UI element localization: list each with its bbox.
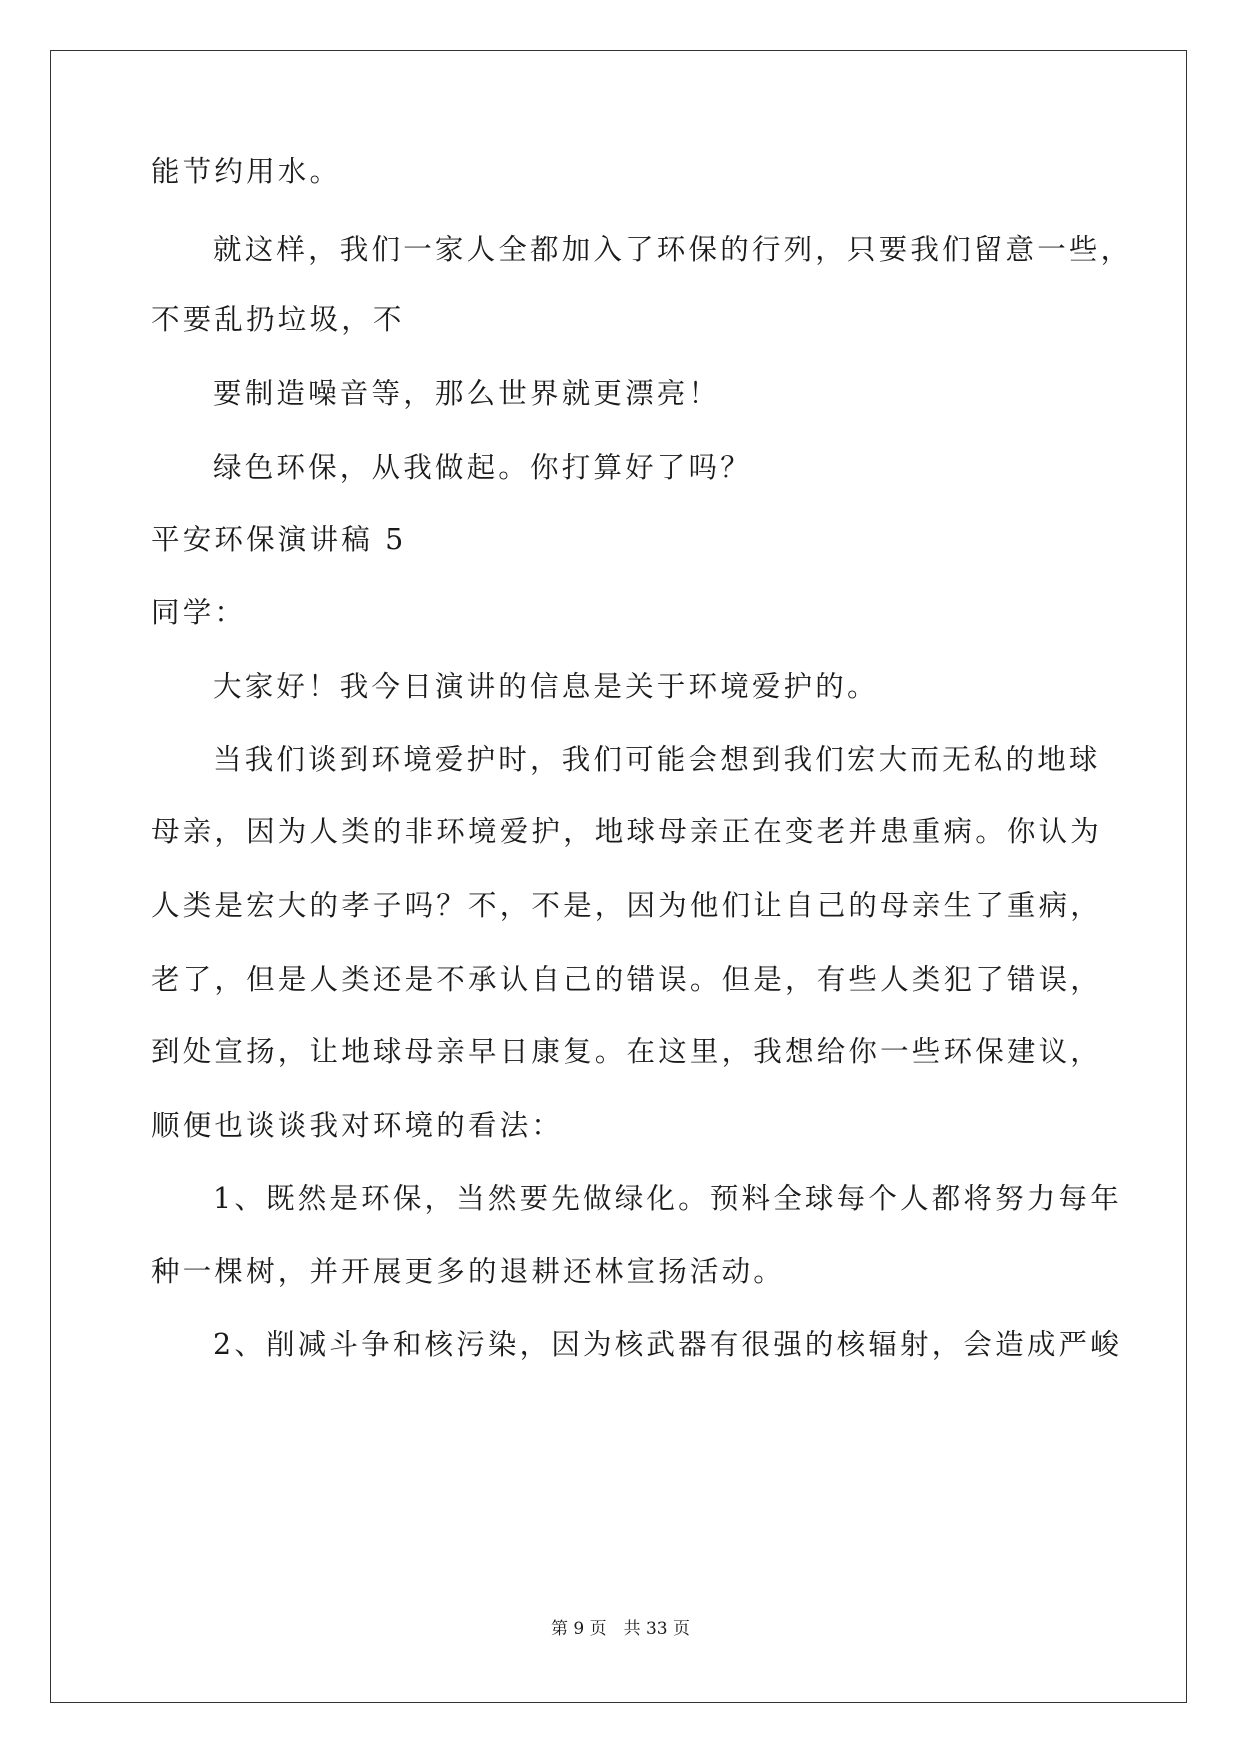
list-item-line: 种一棵树，并开展更多的退耕还林宣扬活动。 [151, 1255, 786, 1288]
salutation: 同学： [151, 596, 247, 629]
list-item-line: 2、削减斗争和核污染，因为核武器有很强的核辐射，会造成严峻 [213, 1328, 1122, 1361]
text-line: 顺便也谈谈我对环境的看法： [151, 1109, 564, 1142]
page-border [50, 50, 1187, 1703]
text-line: 到处宣扬，让地球母亲早日康复。在这里，我想给你一些环保建议， [151, 1035, 1103, 1068]
text-line: 老了，但是人类还是不承认自己的错误。但是，有些人类犯了错误， [151, 963, 1103, 996]
text-line: 能节约用水。 [151, 155, 342, 188]
list-item-line: 1、既然是环保，当然要先做绿化。预料全球每个人都将努力每年 [213, 1182, 1122, 1215]
text-line: 人类是宏大的孝子吗？不，不是，因为他们让自己的母亲生了重病， [151, 889, 1103, 922]
section-heading: 平安环保演讲稿 5 [151, 523, 407, 556]
text-line: 就这样，我们一家人全都加入了环保的行列，只要我们留意一些， [213, 233, 1133, 266]
page-number-footer: 第 9 页 共 33 页 [550, 1619, 691, 1639]
text-line: 母亲，因为人类的非环境爱护，地球母亲正在变老并患重病。你认为 [151, 815, 1103, 848]
text-line: 大家好！我今日演讲的信息是关于环境爱护的。 [213, 670, 879, 703]
text-line: 当我们谈到环境爱护时，我们可能会想到我们宏大而无私的地球 [213, 743, 1101, 776]
text-line: 要制造噪音等，那么世界就更漂亮！ [213, 377, 721, 410]
text-line: 不要乱扔垃圾，不 [151, 303, 405, 336]
text-line: 绿色环保，从我做起。你打算好了吗？ [213, 451, 752, 484]
